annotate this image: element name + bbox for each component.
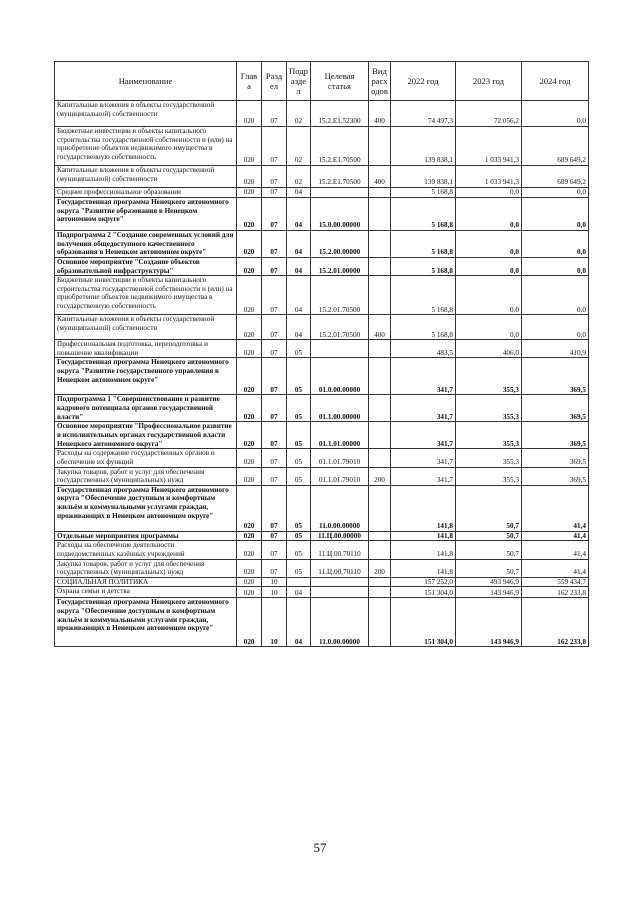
cell-target: 01.1.01.79010 [311,449,369,467]
cell-razdel: 07 [262,358,287,395]
cell-2022: 157 252,0 [391,577,456,587]
table-row [55,577,589,587]
cell-2022: 341,7 [391,467,456,485]
cell-razdel: 07 [262,340,287,358]
cell-glava: 020 [237,258,262,276]
cell-vid: 400 [369,315,391,340]
cell-name: Профессиональная подготовка, переподготовка и повышение квалификации [55,340,237,358]
header-vid: Вид расх одов [369,62,391,101]
cell-razdel: 07 [262,231,287,258]
cell-name: Охрана семьи и детства [55,587,237,598]
cell-2022: 141,8 [391,541,456,559]
cell-razdel: 07 [262,198,287,231]
cell-2023: 355,3 [456,422,522,449]
table-row [55,340,589,358]
cell-vid: 400 [369,166,391,188]
cell-podrazdel: 04 [287,198,311,231]
cell-podrazdel: 04 [287,587,311,598]
header-2022: 2022 год [391,62,456,101]
cell-podrazdel: 05 [287,422,311,449]
table-row [55,449,589,467]
cell-glava: 020 [237,276,262,315]
cell-2024: 41,4 [522,485,589,531]
cell-podrazdel: 05 [287,485,311,531]
cell-vid [369,358,391,395]
cell-vid: 200 [369,467,391,485]
cell-podrazdel: 05 [287,559,311,577]
cell-target: 01.1.01.00000 [311,422,369,449]
cell-razdel: 07 [262,315,287,340]
cell-vid: 200 [369,559,391,577]
cell-name: Государственная программа Ненецкого автономного округа "Обеспечение доступным и комфортным жильём и коммунальными услугами граждан, проживающих в Ненецком автономном округе" [55,485,237,531]
cell-glava: 020 [237,449,262,467]
cell-podrazdel: 02 [287,166,311,188]
cell-vid [369,276,391,315]
cell-name: Отдельные мероприятия программы [55,531,237,541]
cell-2023: 72 056,2 [456,101,522,127]
cell-target [311,340,369,358]
cell-target: 15.2.00.00000 [311,231,369,258]
cell-2023: 493 946,9 [456,577,522,587]
table-row [55,559,589,577]
cell-target: 15.2.Е1.70500 [311,127,369,166]
cell-2023: 50,7 [456,559,522,577]
cell-vid [369,258,391,276]
table-row [55,258,589,276]
cell-2024: 41,4 [522,541,589,559]
cell-2023: 143 946,9 [456,587,522,598]
cell-podrazdel: 04 [287,231,311,258]
cell-2022: 5 168,8 [391,258,456,276]
cell-2023: 143 946,9 [456,598,522,647]
cell-name: Бюджетные инвестиции в объекты капитального строительства государственной собственности и (или) на приобретение объектов недвижимого имущества в государственную собственность [55,276,237,315]
cell-razdel: 07 [262,422,287,449]
cell-2024: 0,0 [522,276,589,315]
cell-2024: 689 649,2 [522,127,589,166]
cell-name: Основное мероприятие "Профессиональное развитие в исполнительных органах государственной власти Ненецкого автономного округа" [55,422,237,449]
cell-razdel: 07 [262,276,287,315]
cell-glava: 020 [237,101,262,127]
cell-glava: 020 [237,198,262,231]
cell-glava: 020 [237,485,262,531]
cell-target [311,577,369,587]
header-2023: 2023 год [456,62,522,101]
cell-vid [369,541,391,559]
cell-glava: 020 [237,395,262,422]
cell-target: 01.0.00.00000 [311,358,369,395]
table-row [55,188,589,198]
cell-2023: 0,0 [456,315,522,340]
cell-2024: 410,9 [522,340,589,358]
cell-vid [369,577,391,587]
cell-target: 11.0.00.00000 [311,485,369,531]
cell-glava: 020 [237,231,262,258]
cell-name: Государственная программа Ненецкого автономного округа "Развитие государственного управления в Ненецком автономном округе" [55,358,237,395]
cell-razdel: 07 [262,559,287,577]
table-row [55,276,589,315]
cell-2023: 0,0 [456,231,522,258]
header-2024: 2024 год [522,62,589,101]
table-row [55,531,589,541]
cell-2022: 5 168,8 [391,315,456,340]
cell-2024: 369,5 [522,395,589,422]
cell-razdel: 10 [262,577,287,587]
cell-name: Капитальные вложения в объекты государственной (муниципальной) собственности [55,166,237,188]
cell-razdel: 07 [262,485,287,531]
cell-name: Закупка товаров, работ и услуг для обеспечения государственных (муниципальных) нужд [55,467,237,485]
cell-vid [369,231,391,258]
cell-vid [369,485,391,531]
cell-target: 15.0.00.00000 [311,198,369,231]
cell-2023: 0,0 [456,188,522,198]
header-glava: Глав а [237,62,262,101]
cell-vid: 400 [369,101,391,127]
cell-name: Расходы на содержание государственных органов и обеспечение их функций [55,449,237,467]
cell-2023: 355,3 [456,449,522,467]
cell-2023: 355,3 [456,467,522,485]
table-row [55,166,589,188]
cell-2024: 0,0 [522,258,589,276]
cell-glava: 020 [237,577,262,587]
cell-podrazdel [287,577,311,587]
cell-podrazdel: 05 [287,449,311,467]
cell-razdel: 07 [262,531,287,541]
cell-podrazdel: 05 [287,541,311,559]
cell-target: 11.Ц.00.00000 [311,531,369,541]
cell-vid [369,598,391,647]
cell-2023: 355,3 [456,395,522,422]
table-row [55,587,589,598]
cell-2024: 369,5 [522,422,589,449]
cell-name: Расходы на обеспечение деятельности подведомственных казённых учреждений [55,541,237,559]
table-row [55,485,589,531]
cell-razdel: 07 [262,258,287,276]
cell-2023: 0,0 [456,258,522,276]
cell-target: 15.2.Е1.70500 [311,166,369,188]
cell-target: 11.Ц.00.70110 [311,541,369,559]
cell-name: Бюджетные инвестиции в объекты капитального строительства государственной собственности и (или) на приобретение объектов недвижимого имущества в государственную собственность [55,127,237,166]
cell-2024: 162 233,8 [522,587,589,598]
header-podrazdel: Подр азде л [287,62,311,101]
cell-podrazdel: 04 [287,258,311,276]
cell-vid [369,340,391,358]
cell-2022: 341,7 [391,358,456,395]
table-row [55,315,589,340]
table-row [55,541,589,559]
cell-2022: 139 838,1 [391,166,456,188]
cell-podrazdel: 02 [287,127,311,166]
page-number: 57 [313,840,327,855]
cell-2022: 151 304,0 [391,587,456,598]
cell-2024: 162 233,8 [522,598,589,647]
cell-2023: 1 033 941,3 [456,166,522,188]
cell-target [311,188,369,198]
cell-2023: 355,3 [456,358,522,395]
cell-2024: 0,0 [522,231,589,258]
cell-2023: 0,0 [456,276,522,315]
cell-glava: 020 [237,598,262,647]
cell-name: Государственная программа Ненецкого автономного округа "Развитие образования в Ненецком автономном округе" [55,198,237,231]
cell-podrazdel: 05 [287,395,311,422]
cell-2024: 41,4 [522,559,589,577]
cell-razdel: 07 [262,467,287,485]
cell-podrazdel: 05 [287,531,311,541]
table-row [55,422,589,449]
cell-razdel: 07 [262,541,287,559]
cell-target [311,587,369,598]
cell-razdel: 07 [262,101,287,127]
table-row [55,127,589,166]
table-row [55,598,589,647]
cell-podrazdel: 04 [287,188,311,198]
cell-name: СОЦИАЛЬНАЯ ПОЛИТИКА [55,577,237,587]
cell-glava: 020 [237,340,262,358]
cell-2024: 0,0 [522,101,589,127]
cell-2022: 139 838,1 [391,127,456,166]
cell-vid [369,422,391,449]
cell-target: 15.2.01.70500 [311,315,369,340]
cell-glava: 020 [237,422,262,449]
cell-2024: 0,0 [522,315,589,340]
cell-podrazdel: 02 [287,101,311,127]
cell-vid [369,198,391,231]
header-target: Целевая статья [311,62,369,101]
cell-name: Государственная программа Ненецкого автономного округа "Обеспечение доступным и комфортным жильём и коммунальными услугами граждан, проживающих в Ненецком автономном округе" [55,598,237,647]
cell-razdel: 07 [262,127,287,166]
cell-podrazdel: 05 [287,340,311,358]
cell-2024: 559 434,7 [522,577,589,587]
cell-razdel: 07 [262,188,287,198]
cell-2022: 5 168,8 [391,188,456,198]
table-header-row [55,62,589,101]
cell-name: Основное мероприятие "Создание объектов образовательной инфраструктуры" [55,258,237,276]
table-row [55,358,589,395]
cell-2024: 41,4 [522,531,589,541]
cell-2024: 369,5 [522,467,589,485]
cell-vid [369,127,391,166]
cell-2022: 341,7 [391,395,456,422]
cell-2023: 50,7 [456,541,522,559]
cell-2022: 5 168,8 [391,276,456,315]
cell-podrazdel: 04 [287,598,311,647]
cell-razdel: 07 [262,449,287,467]
cell-podrazdel: 04 [287,276,311,315]
cell-glava: 020 [237,127,262,166]
table-row [55,395,589,422]
cell-razdel: 10 [262,587,287,598]
cell-glava: 020 [237,358,262,395]
table-row [55,101,589,127]
cell-2022: 341,7 [391,449,456,467]
cell-vid [369,395,391,422]
cell-name: Капитальные вложения в объекты государственной (муниципальной) собственности [55,315,237,340]
cell-podrazdel: 04 [287,315,311,340]
cell-razdel: 07 [262,395,287,422]
cell-glava: 020 [237,188,262,198]
cell-2023: 50,7 [456,531,522,541]
cell-2022: 5 168,8 [391,231,456,258]
cell-target: 15.2.Е1.52300 [311,101,369,127]
table-row [55,198,589,231]
cell-2024: 0,0 [522,198,589,231]
cell-glava: 020 [237,467,262,485]
header-razdel: Разд ел [262,62,287,101]
cell-vid [369,531,391,541]
cell-target: 11.Ц.00.70110 [311,559,369,577]
cell-razdel: 07 [262,166,287,188]
table-row [55,467,589,485]
cell-target: 11.0.00.00000 [311,598,369,647]
cell-glava: 020 [237,541,262,559]
cell-2022: 141,8 [391,531,456,541]
cell-2022: 341,7 [391,422,456,449]
cell-name: Капитальные вложения в объекты государственной (муниципальной) собственности [55,101,237,127]
cell-target: 15.2.01.00000 [311,258,369,276]
cell-2023: 1 033 941,3 [456,127,522,166]
cell-2024: 369,5 [522,449,589,467]
cell-2022: 151 304,0 [391,598,456,647]
cell-glava: 020 [237,531,262,541]
cell-2022: 74 497,3 [391,101,456,127]
cell-podrazdel: 05 [287,467,311,485]
header-name: Наименование [55,62,237,101]
cell-podrazdel: 05 [287,358,311,395]
cell-2024: 0,0 [522,188,589,198]
cell-target: 01.1.01.79010 [311,467,369,485]
cell-name: Закупка товаров, работ и услуг для обеспечения государственных (муниципальных) нужд [55,559,237,577]
cell-glava: 020 [237,315,262,340]
cell-vid [369,188,391,198]
cell-2022: 483,5 [391,340,456,358]
cell-glava: 020 [237,587,262,598]
cell-razdel: 10 [262,598,287,647]
cell-name: Подпрограмма 2 "Создание современных условий для получения общедоступного качественного образования в Ненецком автономном округе" [55,231,237,258]
cell-target: 01.1.00.00000 [311,395,369,422]
cell-glava: 020 [237,166,262,188]
budget-table [54,61,589,647]
cell-2023: 0,0 [456,198,522,231]
cell-vid [369,587,391,598]
cell-2024: 369,5 [522,358,589,395]
cell-2023: 50,7 [456,485,522,531]
cell-target: 15.2.01.70500 [311,276,369,315]
cell-name: Подпрограмма 1 "Совершенствование и развитие кадрового потенциала органов государственной власти" [55,395,237,422]
cell-2022: 141,8 [391,485,456,531]
cell-glava: 020 [237,559,262,577]
cell-2023: 406,0 [456,340,522,358]
table-body [55,101,589,647]
cell-name: Среднее профессиональное образование [55,188,237,198]
cell-2022: 141,8 [391,559,456,577]
cell-2022: 5 168,8 [391,198,456,231]
table-row [55,231,589,258]
cell-2024: 689 649,2 [522,166,589,188]
cell-vid [369,449,391,467]
